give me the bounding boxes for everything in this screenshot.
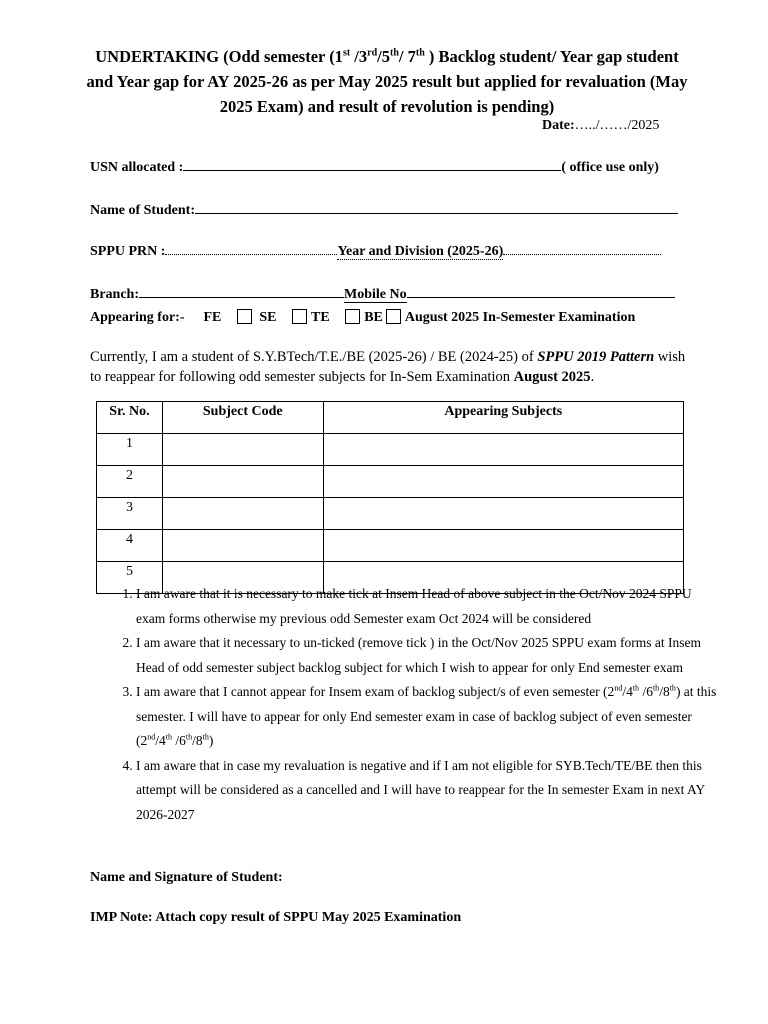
declaration-text: ) at this semester. I will have to appear for only End semester exam in case of backlog subject of even semester (2 — [136, 684, 717, 748]
title-text: UNDERTAKING (Odd semester (1 — [95, 47, 343, 66]
year-division-label: Year and Division (2025-26) — [337, 244, 504, 259]
paragraph-text: Currently, I am a student of S.Y.BTech/T.E./BE (2025-26) / BE (2024-25) of — [90, 349, 538, 365]
declaration-text: /6 — [172, 733, 186, 748]
branch-row — [90, 283, 675, 303]
appearing-subject-cell[interactable] — [323, 434, 683, 466]
date-label: Date: — [542, 118, 575, 133]
header-sr-no: Sr. No. — [97, 402, 163, 434]
subject-code-cell[interactable] — [162, 434, 323, 466]
declaration-sup: th — [185, 732, 193, 742]
table-row — [97, 498, 684, 530]
declaration-item — [136, 582, 720, 631]
title-sup: st — [342, 47, 351, 59]
header-subject-code: Subject Code — [162, 402, 323, 434]
usn-row — [90, 156, 659, 176]
usn-note: ( office use only) — [561, 160, 659, 175]
declaration-text: /8 — [659, 684, 670, 699]
mobile-label: Mobile No — [344, 287, 407, 302]
option-exam: August 2025 In-Semester Examination — [404, 310, 636, 325]
declaration-sup: th — [632, 683, 640, 693]
student-name-blank[interactable] — [195, 199, 678, 214]
subject-code-cell[interactable] — [162, 466, 323, 498]
usn-blank[interactable] — [183, 156, 561, 171]
declaration-item — [136, 680, 720, 754]
sr-cell: 4 — [97, 530, 163, 562]
table-row — [97, 530, 684, 562]
declaration-list — [110, 582, 720, 827]
declaration-item — [136, 754, 720, 828]
declaration-text: I am aware that in case my revaluation is negative and if I am not eligible for SYB.Tech/TE/BE then this attempt will be considered as a cancelled and I will have to reappear for the In semester Exam in next AY 2026-2027 — [136, 757, 705, 822]
declaration-text: I am aware that it necessary to un-ticked (remove tick ) in the Oct/Nov 2025 SPPU exam forms at Insem Head of odd semester subject backlog subject for which I wish to appear for only End semester exam — [136, 635, 701, 675]
sr-cell: 5 — [97, 562, 163, 594]
subjects-table — [96, 401, 684, 594]
year-division-blank[interactable] — [503, 240, 661, 255]
table-row — [97, 434, 684, 466]
title-sup: th — [389, 47, 399, 59]
declaration-item — [136, 631, 720, 680]
appearing-for-row — [90, 309, 635, 326]
appearing-subject-cell[interactable] — [323, 466, 683, 498]
be-checkbox[interactable] — [386, 309, 401, 324]
fe-checkbox[interactable] — [237, 309, 252, 324]
option-te: TE — [311, 310, 330, 325]
subject-code-cell[interactable] — [162, 498, 323, 530]
date-value: …../……/2025 — [574, 118, 660, 133]
student-name-label: Name of Student: — [90, 203, 195, 218]
declaration-sup: th — [652, 683, 660, 693]
declaration-sup: nd — [614, 683, 623, 693]
branch-label: Branch: — [90, 287, 139, 302]
appearing-subject-cell[interactable] — [323, 530, 683, 562]
title-text: /5 — [377, 47, 390, 66]
te-checkbox[interactable] — [345, 309, 360, 324]
paragraph-text: . — [590, 369, 595, 385]
declaration-text: /4 — [622, 684, 633, 699]
subject-code-cell[interactable] — [162, 530, 323, 562]
appearing-label: Appearing for:- — [90, 310, 185, 325]
title-sup: th — [415, 47, 425, 59]
se-checkbox[interactable] — [292, 309, 307, 324]
document-title — [80, 44, 694, 119]
prn-label: SPPU PRN : — [90, 244, 166, 259]
imp-note: IMP Note: Attach copy result of SPPU May 2025 Examination — [90, 910, 462, 925]
declaration-sup: th — [165, 732, 172, 742]
declaration-sup: th — [669, 683, 676, 693]
table-header-row — [97, 402, 684, 434]
paragraph-month: August 2025 — [513, 369, 591, 385]
title-text: /3 — [350, 47, 368, 66]
option-se: SE — [259, 310, 277, 325]
date-line — [542, 118, 659, 134]
title-text: ) Backlog student/ Year gap student and Year gap for AY 2025-26 as per May 2025 result but applied for revaluation (May 2025 Exam) and result of revolution is pending) — [86, 47, 688, 116]
declaration-text: /4 — [155, 733, 166, 748]
title-sup: rd — [367, 47, 378, 59]
sr-cell: 3 — [97, 498, 163, 530]
appearing-subject-cell[interactable] — [323, 498, 683, 530]
prn-row — [90, 240, 661, 260]
table-row — [97, 466, 684, 498]
declaration-sup: nd — [147, 732, 156, 742]
signature-label: Name and Signature of Student: — [90, 870, 283, 885]
sr-cell: 2 — [97, 466, 163, 498]
option-fe: FE — [203, 310, 222, 325]
declaration-text: I am aware that I cannot appear for Insem exam of backlog subject/s of even semester (2 — [136, 684, 615, 699]
student-name-row — [90, 199, 678, 219]
paragraph-text: wish to reappear for following odd semester subjects for In-Sem Examination — [90, 349, 686, 385]
branch-blank[interactable] — [139, 283, 344, 298]
declaration-sup: th — [202, 732, 209, 742]
declaration-text: ) — [208, 733, 214, 748]
header-appearing-subjects: Appearing Subjects — [323, 402, 683, 434]
mobile-blank[interactable] — [407, 283, 675, 298]
paragraph-pattern: SPPU 2019 Pattern — [537, 349, 655, 365]
sr-cell: 1 — [97, 434, 163, 466]
intro-paragraph — [90, 347, 696, 387]
declaration-text: /6 — [639, 684, 653, 699]
declaration-text: I am aware that it is necessary to make tick at Insem Head of above subject in the Oct/Nov 2024 SPPU exam forms otherwise my previous odd Semester exam Oct 2024 will be considered — [136, 586, 692, 626]
usn-label: USN allocated : — [90, 160, 184, 175]
option-be: BE — [364, 310, 383, 325]
title-text: / 7 — [398, 47, 416, 66]
prn-blank[interactable] — [165, 240, 337, 255]
declaration-text: /8 — [192, 733, 203, 748]
